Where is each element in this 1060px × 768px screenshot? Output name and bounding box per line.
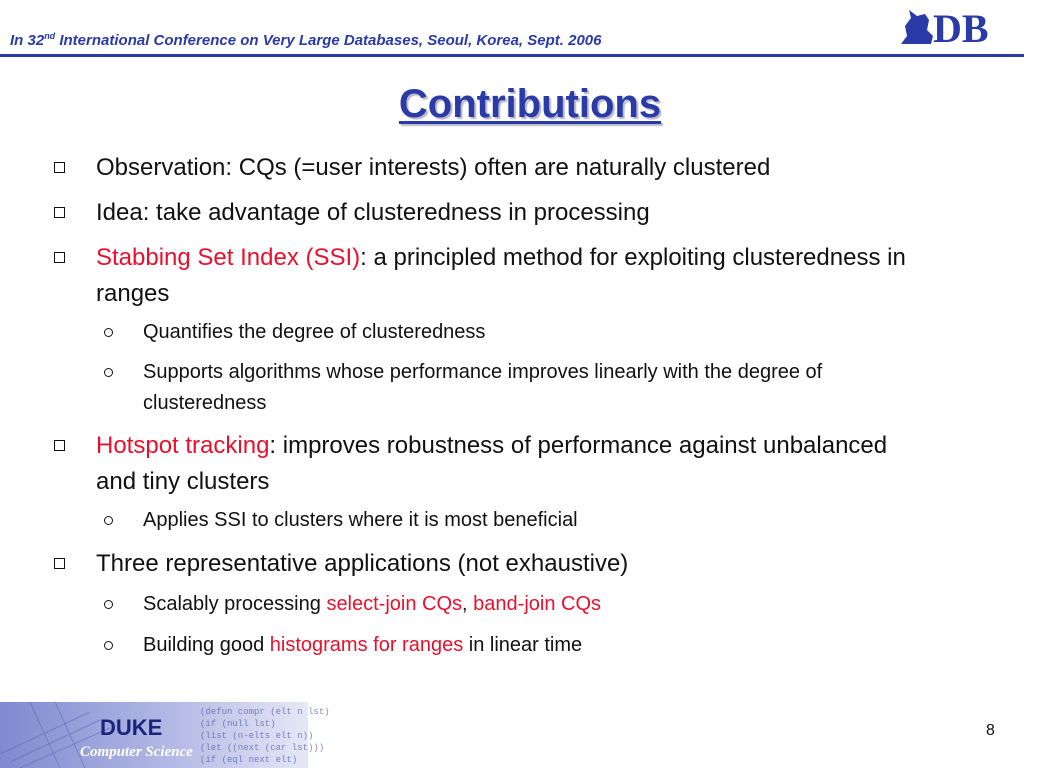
footer-code-line: (defun compr (elt n lst) xyxy=(200,707,330,717)
conference-prefix: In 32 xyxy=(10,32,45,49)
sub-bullet-text: Quantifies the degree of clusteredness xyxy=(143,321,486,343)
conference-rest: International Conference on Very Large Databases, Seoul, Korea, Sept. 2006 xyxy=(55,32,602,49)
footer-code-line: (if (null lst) xyxy=(200,719,276,729)
square-bullet-icon xyxy=(54,252,65,263)
duke-devil-icon xyxy=(901,10,933,44)
slide-header xyxy=(0,0,1024,58)
footer-code-line: (if (eql next elt) xyxy=(200,755,298,765)
scalably-text: Scalably processing xyxy=(143,593,327,615)
bullet-text: Three representative applications (not exhaustive) xyxy=(96,550,629,577)
ssi-highlight: Stabbing Set Index (SSI) xyxy=(96,244,361,271)
circle-bullet-icon xyxy=(104,641,113,650)
conference-caption xyxy=(10,31,601,49)
conference-superscript: nd xyxy=(44,31,56,41)
bullet-text: Observation: CQs (=user interests) often are naturally clustered xyxy=(96,154,771,181)
sub-bullet-text xyxy=(143,589,913,620)
histograms-highlight: histograms for ranges xyxy=(269,634,464,656)
duke-db-logo xyxy=(897,6,1001,51)
square-bullet-icon xyxy=(54,162,65,173)
bullet-text xyxy=(96,240,926,312)
footer-duke-label: DUKE xyxy=(100,715,163,740)
page-number: 8 xyxy=(986,722,995,739)
footer-code-line: (list (n-elts elt n)) xyxy=(200,731,314,741)
building-text: Building good xyxy=(143,634,270,656)
bullet-text: Idea: take advantage of clusteredness in processing xyxy=(96,199,650,226)
logo-letters: DB xyxy=(933,6,989,51)
circle-bullet-icon xyxy=(104,516,113,525)
circle-bullet-icon xyxy=(104,328,113,337)
footer-cs-label: Computer Science xyxy=(80,744,193,760)
sub-bullet-text: Applies SSI to clusters where it is most beneficial xyxy=(143,509,578,531)
footer-code-line: (let ((next (car lst))) xyxy=(200,743,325,753)
hotspot-highlight: Hotspot tracking xyxy=(96,432,270,459)
circle-bullet-icon xyxy=(104,368,113,377)
duke-cs-footer-banner xyxy=(0,702,330,768)
header-divider xyxy=(0,54,1024,57)
hotspot-description: : improves robustness of performance against unbalanced and tiny clusters xyxy=(96,432,888,495)
comma: , xyxy=(462,593,474,615)
band-join-highlight: band-join CQs xyxy=(473,593,602,615)
square-bullet-icon xyxy=(54,558,65,569)
select-join-highlight: select-join CQs xyxy=(326,593,463,615)
sub-bullet-text: Supports algorithms whose performance improves linearly with the degree of clusteredness xyxy=(143,361,823,414)
square-bullet-icon xyxy=(54,440,65,451)
square-bullet-icon xyxy=(54,207,65,218)
bullet-text xyxy=(96,428,926,500)
linear-time-text: in linear time xyxy=(463,634,583,656)
ssi-description: : a principled method for exploiting clusteredness in ranges xyxy=(96,244,906,307)
sub-bullet-text xyxy=(143,630,913,661)
circle-bullet-icon xyxy=(104,600,113,609)
slide-title: Contributions xyxy=(398,82,662,126)
